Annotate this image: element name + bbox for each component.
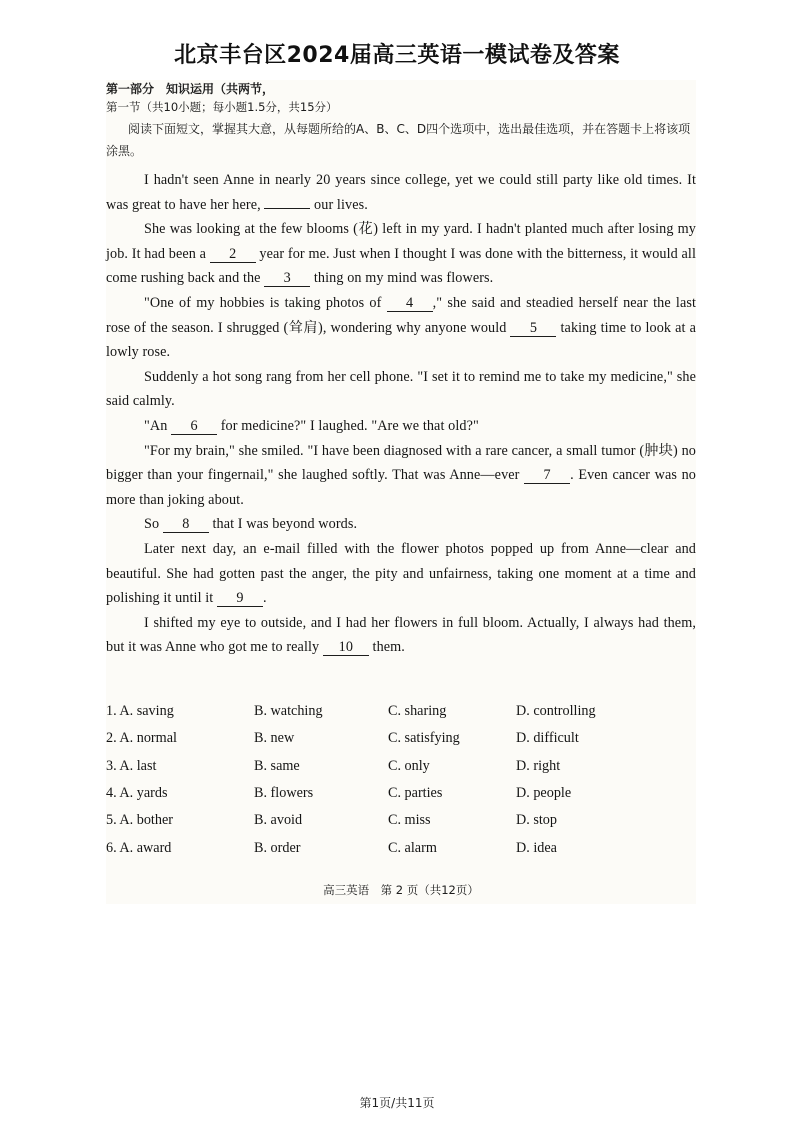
option-b: B. flowers (254, 784, 314, 801)
options-table (106, 698, 696, 862)
passage-text: for medicine?" I laughed. "Are we that old?" (217, 417, 479, 434)
passage-paragraph (106, 168, 696, 217)
option-b: B. new (254, 730, 295, 747)
cloze-blank: 8 (163, 516, 209, 533)
passage-paragraph (106, 611, 696, 660)
option-a: 2. A. normal (106, 730, 177, 747)
passage-paragraph (106, 217, 696, 291)
option-c: C. sharing (388, 703, 447, 720)
option-d: D. difficult (516, 730, 579, 747)
passage-text: Later next day, an e-mail filled with the flower photos popped up from Anne—clear and beautiful. She had gotten past the anger, the pity and unfairness, taking one moment at a time and polishing it until it (106, 540, 696, 607)
cloze-blank: 2 (210, 246, 256, 263)
passage-text: "For my brain," she smiled. "I have been diagnosed with a rare cancer, a small tumor (肿块) no bigger than your fingernail," she laughed softly. That was Anne—ever (106, 442, 696, 484)
passage-text: I shifted my eye to outside, and I had her flowers in full bloom. Actually, I always had them, but it was Anne who got me to really (106, 614, 696, 656)
option-c: C. satisfying (388, 730, 460, 747)
cloze-blank: 7 (524, 467, 570, 484)
subsection-heading: 第一节（共10小题；每小题1.5分，共15分） (106, 100, 338, 114)
passage-text: . (262, 590, 267, 607)
option-a: 6. A. award (106, 839, 172, 856)
cloze-blank: 5 (510, 320, 556, 337)
passage-text: "One of my hobbies is taking photos of (144, 294, 387, 311)
passage-text: So (144, 516, 163, 533)
option-row (106, 752, 696, 779)
instructions: 阅读下面短文，掌握其大意，从每题所给的A、B、C、D四个选项中，选出最佳选项，并在答题卡上将该项涂黑。 (106, 122, 691, 158)
cloze-blank: 4 (387, 295, 433, 312)
option-c: C. alarm (388, 839, 437, 856)
passage-paragraph (106, 365, 696, 414)
passage-paragraph (106, 537, 696, 611)
page-title: 北京丰台区2024届高三英语一模试卷及答案 (174, 43, 620, 68)
option-a: 1. A. saving (106, 703, 174, 720)
option-row (106, 834, 696, 861)
passage-text: thing on my mind was flowers. (310, 270, 494, 287)
option-row (106, 725, 696, 752)
passage-text: ," she said and steadied herself near the last rose of the season. I shrugged (耸肩), wondering why anyone would (106, 294, 696, 336)
cloze-blank: 6 (171, 418, 217, 435)
passage-text: "An (144, 417, 172, 434)
cloze-blank: 3 (264, 270, 310, 287)
option-d: D. idea (516, 839, 557, 856)
passage-paragraph (106, 291, 696, 365)
option-a: 4. A. yards (106, 784, 168, 801)
page-number: 第1页/共11页 (359, 1096, 435, 1110)
passage-text: taking time to look at a lowly rose. (106, 319, 696, 361)
passage-text: Suddenly a hot song rang from her cell phone. "I set it to remind me to take my medicine," she said calmly. (106, 368, 696, 410)
scanned-exam-page (106, 80, 696, 904)
option-b: B. same (254, 757, 300, 774)
passage-text: that I was beyond words. (208, 516, 358, 533)
passage-paragraph (106, 414, 696, 439)
option-row (106, 807, 696, 834)
passage-text: our lives. (310, 196, 368, 213)
part-heading: 第一部分 知识运用（共两节， (106, 82, 275, 96)
option-b: B. watching (254, 703, 323, 720)
passage-text: year for me. Just when I thought I was done with the bitterness, it would all come rushing back and the (106, 245, 696, 287)
option-c: C. parties (388, 784, 443, 801)
cloze-blank: 9 (217, 590, 263, 607)
option-b: B. order (254, 839, 301, 856)
passage-text: I hadn't seen Anne in nearly 20 years since college, yet we could still party like old times. It was great to have her here, (106, 172, 696, 213)
option-c: C. miss (388, 812, 431, 829)
option-a: 5. A. bother (106, 812, 173, 829)
passage-paragraph (106, 512, 696, 537)
passage-paragraph (106, 439, 696, 513)
option-d: D. people (516, 784, 572, 801)
cloze-blank: 10 (323, 639, 369, 656)
passage-text: She was looking at the few blooms (花) left in my yard. I hadn't planted much after losing my job. It had been a (106, 221, 696, 262)
option-row (106, 698, 696, 725)
cloze-passage (106, 168, 696, 660)
option-d: D. stop (516, 812, 557, 829)
option-b: B. avoid (254, 812, 303, 829)
option-a: 3. A. last (106, 757, 157, 774)
option-row (106, 780, 696, 807)
option-d: D. right (516, 757, 561, 774)
passage-text: . Even cancer was no more than joking about. (106, 467, 696, 508)
cloze-blank (264, 208, 310, 209)
passage-text: them. (368, 639, 405, 656)
scan-page-footer: 高三英语 第 2 页（共12页） (323, 882, 479, 897)
option-d: D. controlling (516, 703, 596, 720)
option-c: C. only (388, 757, 430, 774)
